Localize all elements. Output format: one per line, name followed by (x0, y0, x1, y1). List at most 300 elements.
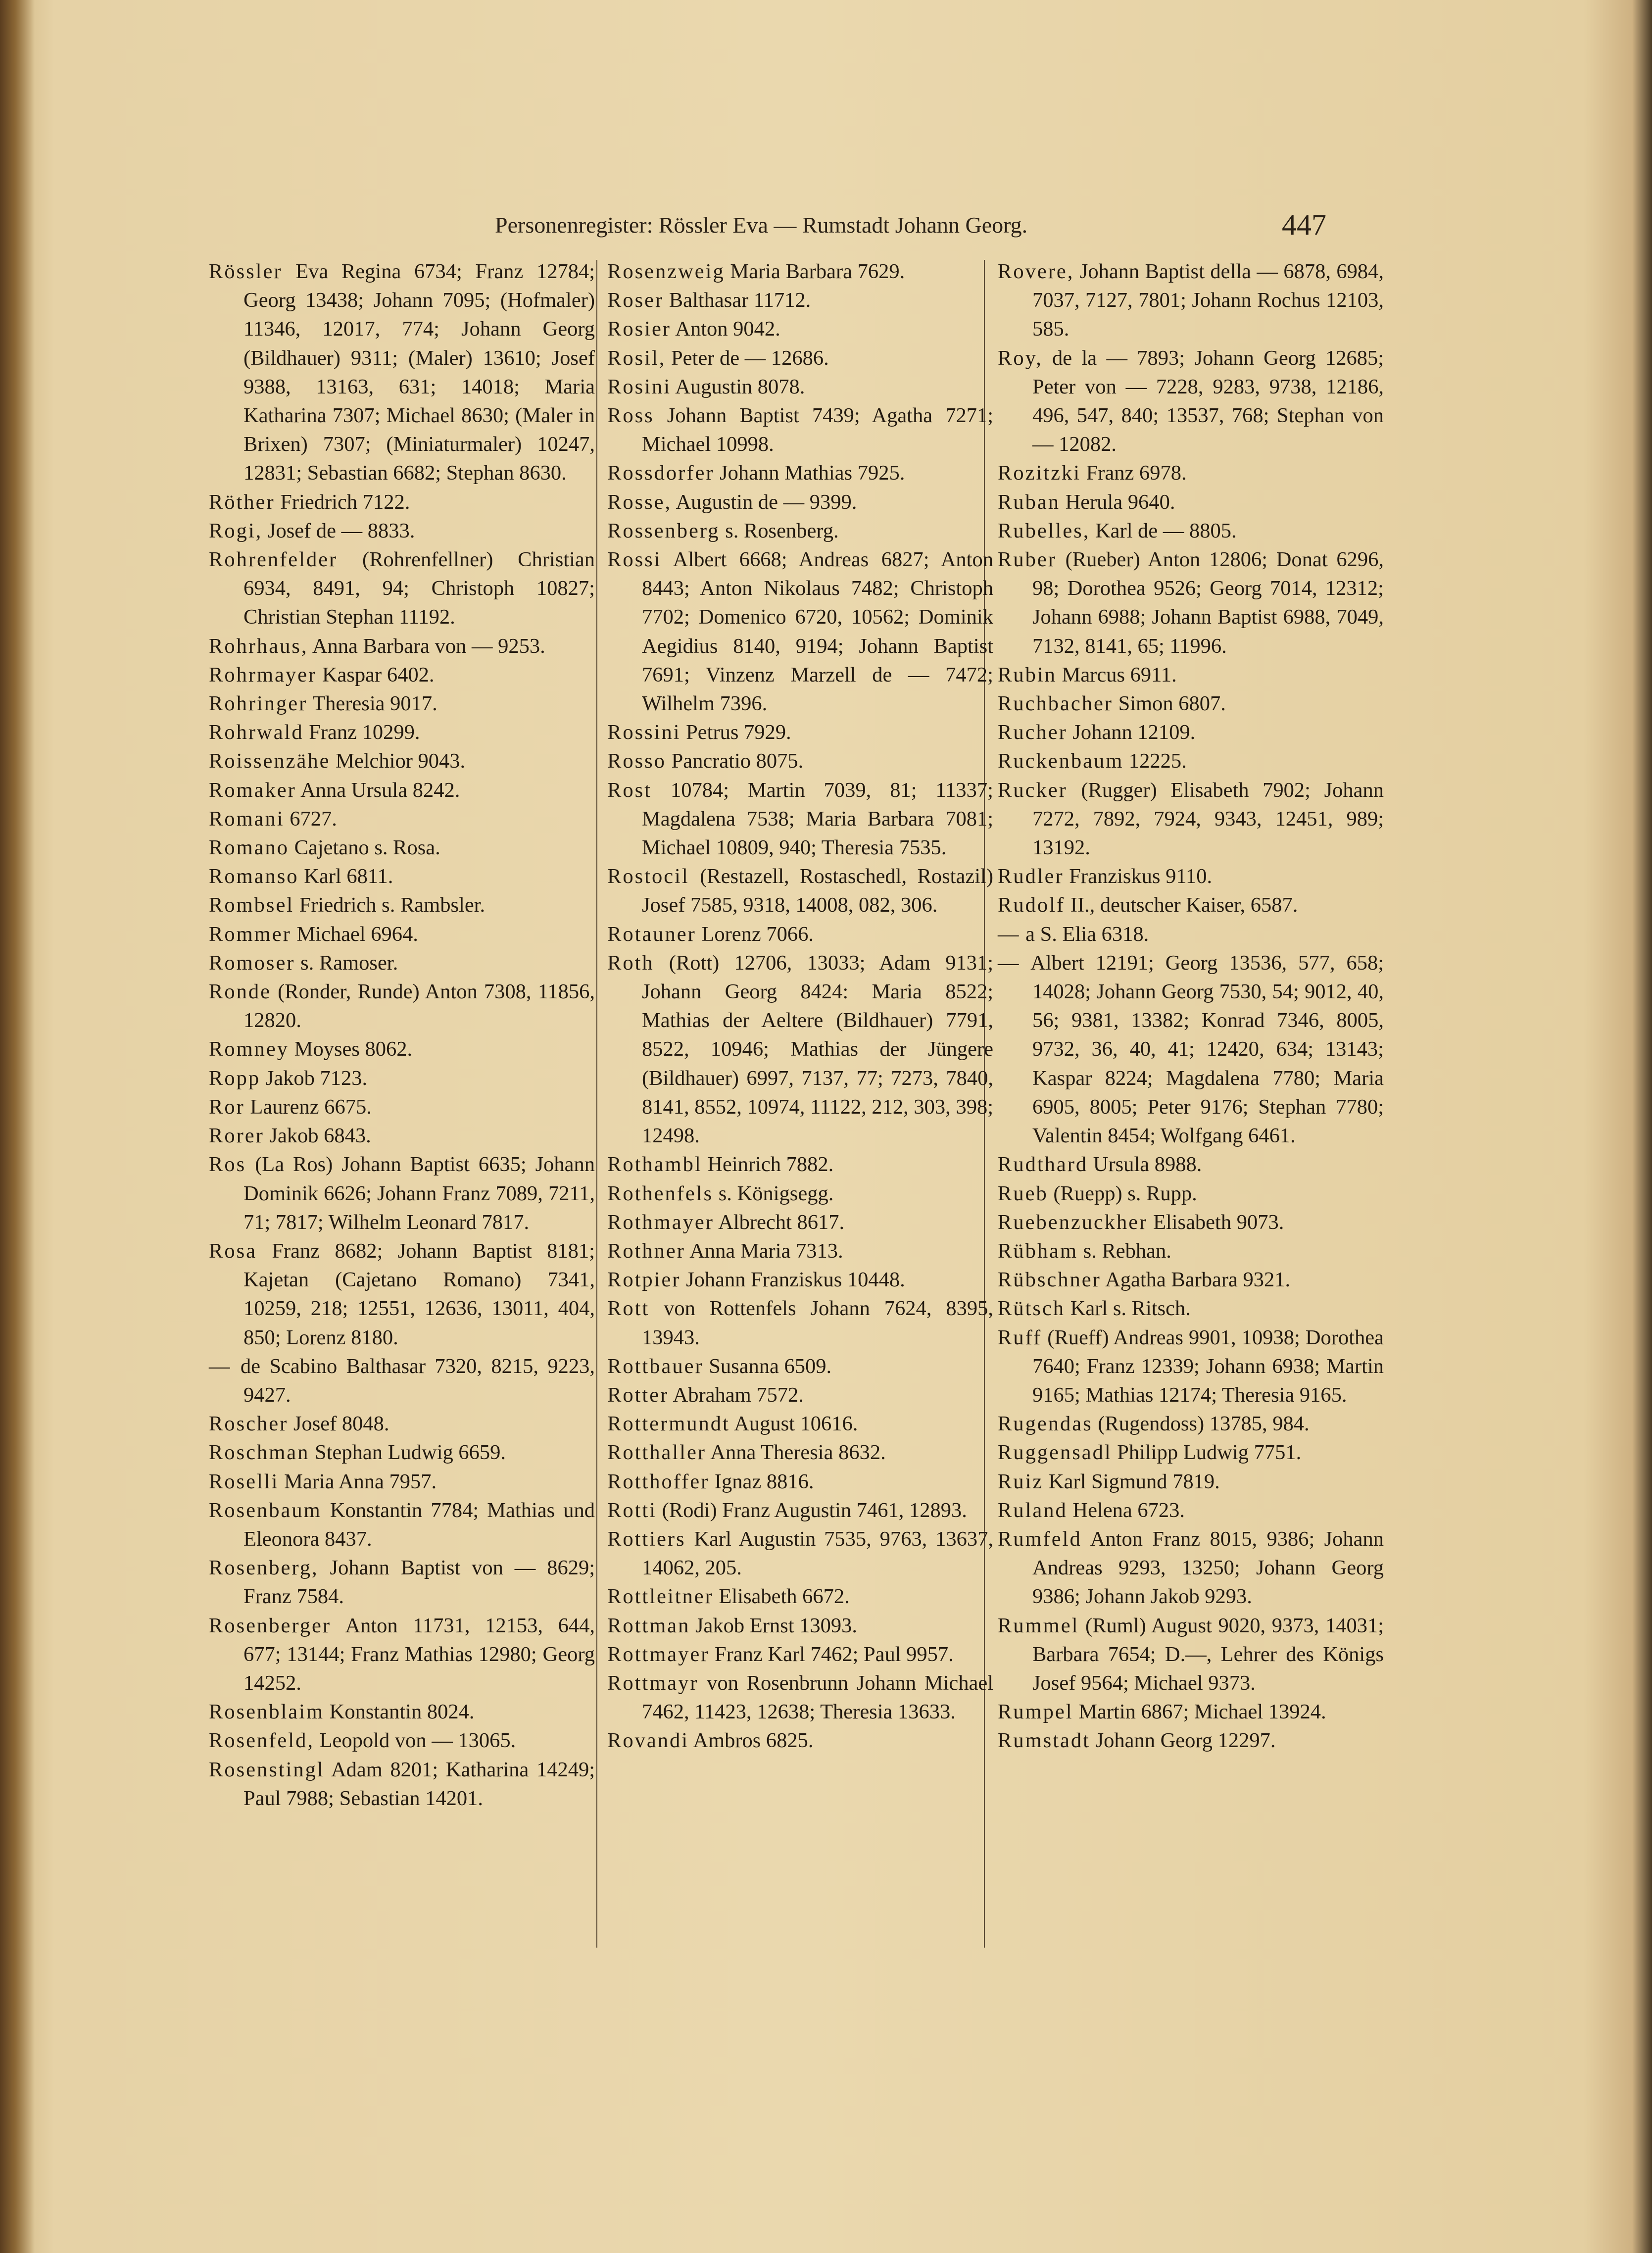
entry-details: Helena 6723. (1072, 1498, 1185, 1522)
index-entry (607, 1410, 993, 1438)
entry-surname: Röther (209, 490, 275, 514)
book-spine (0, 0, 35, 2253)
entry-details: Augustin 8078. (675, 375, 805, 398)
index-entry (209, 949, 595, 978)
entry-details: (Rueff) Andreas 9901, 10938; Dorothea 7640; Franz 12339; Johann 6938; Martin 9165; Mathias 12174; Theresia 9165. (1032, 1325, 1384, 1407)
entry-surname: Rovere, (998, 260, 1074, 283)
entry-details: Maria Barbara 7629. (730, 260, 905, 283)
entry-details: Stephan Ludwig 6659. (315, 1441, 506, 1465)
entry-surname: Rothambl (607, 1153, 702, 1176)
index-entry (209, 1496, 595, 1554)
entry-details: Johann 12109. (1072, 721, 1196, 744)
page-title: Personenregister: Rössler Eva — Rumstadt Johann Georg. (495, 212, 1028, 238)
entry-details: s. Königsegg. (718, 1181, 834, 1205)
entry-surname: Rütsch (998, 1297, 1066, 1321)
entry-details: Petrus 7929. (686, 721, 791, 744)
entry-surname: Rohrwald (209, 721, 304, 744)
entry-details: 6727. (290, 807, 337, 831)
index-entry (209, 257, 595, 488)
entry-surname: Ror (209, 1095, 245, 1119)
entry-details: Josef 8048. (293, 1412, 389, 1436)
entry-details: Susanna 6509. (709, 1354, 832, 1378)
index-entry (607, 488, 993, 517)
entry-details: Johann Franziskus 10448. (686, 1268, 905, 1292)
entry-details: (Rueber) Anton 12806; Donat 6296, 98; Dorothea 9526; Georg 7014, 12312; Johann 6988; Johann Baptist 6988, 7049, 7132, 8141, 65; 11996. (1032, 548, 1384, 658)
index-entry (607, 1496, 993, 1525)
index-entry (209, 862, 595, 891)
entry-details: Moyses 8062. (294, 1037, 413, 1061)
index-entry (209, 891, 595, 920)
column-divider (596, 260, 597, 1948)
entry-surname: Rottleitner (607, 1585, 714, 1609)
entry-surname: Rossdorfer (607, 461, 715, 485)
index-entry (607, 776, 993, 863)
index-column-3 (998, 257, 1384, 1756)
index-entry (607, 517, 993, 545)
index-entry (998, 862, 1384, 891)
entry-surname: Roscher (209, 1412, 289, 1436)
page-edge-shadow (1632, 0, 1652, 2253)
index-entry (998, 257, 1384, 344)
index-entry (607, 1525, 993, 1582)
entry-details: (La Ros) Johann Baptist 6635; Johann Dominik 6626; Johann Franz 7089, 7211, 71; 7817; Wilhelm Leonard 7817. (243, 1153, 595, 1234)
index-entry (998, 949, 1384, 1150)
index-entry (209, 1756, 595, 1813)
entry-surname: Ruff (998, 1325, 1042, 1349)
entry-details: Friedrich s. Rambsler. (299, 893, 486, 917)
entry-details: Ambros 6825. (693, 1729, 814, 1753)
entry-details: Martin 6867; Michael 13924. (1078, 1700, 1326, 1724)
index-entry (607, 1726, 993, 1755)
entry-details: Simon 6807. (1118, 692, 1226, 716)
entry-surname: Ruckenbaum (998, 749, 1124, 773)
entry-surname: Ropp (209, 1066, 261, 1090)
entry-surname: Roth (607, 951, 654, 975)
entry-surname: Rumstadt (998, 1729, 1090, 1753)
index-entry (998, 718, 1384, 747)
index-entry (209, 661, 595, 689)
index-entry (998, 1410, 1384, 1438)
index-entry (209, 833, 595, 862)
entry-surname: Romaker (209, 778, 296, 802)
entry-surname: Rübschner (998, 1268, 1101, 1292)
entry-surname: Rugendas (998, 1412, 1093, 1436)
entry-surname: Rosini (607, 375, 672, 398)
entry-surname: Ruber (998, 548, 1057, 572)
index-entry (998, 1698, 1384, 1726)
entry-surname: Rotti (607, 1498, 657, 1522)
entry-surname: Rummel (998, 1614, 1079, 1637)
entry-details: Elisabeth 9073. (1153, 1210, 1284, 1234)
entry-surname: Rössler (209, 260, 283, 283)
entry-details: Karl 6811. (304, 865, 393, 888)
entry-surname: Rotpier (607, 1268, 681, 1292)
index-entry (607, 1669, 993, 1726)
entry-surname: Rucker (998, 778, 1068, 802)
entry-details: (Rugendoss) 13785, 984. (1098, 1412, 1310, 1436)
entry-details: (Restazell, Rostaschedl, Rostazil) Josef 7585, 9318, 14008, 082, 306. (642, 865, 993, 917)
entry-details: Cajetano s. Rosa. (294, 836, 440, 860)
index-entry (209, 1438, 595, 1467)
index-entry (607, 747, 993, 776)
index-entry (998, 344, 1384, 459)
entry-details: Pancratio 8075. (671, 749, 804, 773)
entry-details: Peter de — 12686. (671, 346, 829, 370)
index-entry (607, 1468, 993, 1496)
entry-surname: Rothmayer (607, 1210, 714, 1234)
entry-details: (Ronder, Runde) Anton 7308, 11856, 12820. (243, 980, 595, 1032)
entry-details: Josef de — 8833. (267, 519, 415, 542)
index-entry (607, 1640, 993, 1669)
index-entry (607, 344, 993, 373)
entry-surname: Rosenberger (209, 1614, 332, 1637)
entry-details: Augustin de — 9399. (676, 490, 857, 514)
index-entry (209, 1122, 595, 1150)
index-entry (607, 862, 993, 920)
index-entry (607, 1612, 993, 1640)
page-number: 447 (1282, 208, 1326, 241)
entry-details: Anna Theresia 8632. (710, 1441, 886, 1465)
index-entry (998, 1179, 1384, 1208)
index-entry (209, 632, 595, 661)
entry-details: Melchior 9043. (336, 749, 466, 773)
entry-surname: Rottmayr (607, 1671, 699, 1695)
entry-surname: Rohrhaus, (209, 634, 308, 658)
entry-details: Michael 6964. (296, 922, 418, 946)
index-entry (209, 1064, 595, 1093)
entry-surname: Rucher (998, 721, 1068, 744)
entry-surname: Rohrenfelder (209, 548, 338, 572)
entry-details: Friedrich 7122. (280, 490, 410, 514)
entry-surname: — (998, 922, 1020, 946)
index-entry (607, 459, 993, 488)
entry-details: Philipp Ludwig 7751. (1117, 1441, 1302, 1465)
entry-surname: Ross (607, 404, 654, 428)
index-entry (998, 545, 1384, 661)
index-entry (607, 1150, 993, 1179)
index-entry (998, 1525, 1384, 1612)
entry-surname: Roselli (209, 1469, 279, 1493)
index-entry (209, 545, 595, 632)
index-entry (607, 315, 993, 343)
index-entry (998, 1438, 1384, 1467)
index-entry (998, 776, 1384, 863)
entry-surname: Rosenstingl (209, 1758, 325, 1781)
entry-details: Johann Baptist della — 6878, 6984, 7037, 7127, 7801; Johann Rochus 12103, 585. (1032, 260, 1384, 341)
entry-details: Jakob 6843. (269, 1124, 371, 1148)
entry-details: s. Ramoser. (300, 951, 398, 975)
entry-surname: Rumfeld (998, 1527, 1082, 1551)
entry-details: Laurenz 6675. (250, 1095, 372, 1119)
entry-surname: Rottbauer (607, 1354, 704, 1378)
index-entry (209, 805, 595, 833)
entry-details: Albrecht 8617. (718, 1210, 845, 1234)
index-entry (998, 891, 1384, 920)
entry-details: de Scabino Balthasar 7320, 8215, 9223, 9427. (240, 1354, 595, 1407)
entry-surname: Romanso (209, 865, 299, 888)
entry-details: Anna Ursula 8242. (300, 778, 460, 802)
index-entry (998, 1468, 1384, 1496)
entry-details: Jakob Ernst 13093. (695, 1614, 858, 1637)
entry-surname: Rübham (998, 1239, 1078, 1263)
entry-details: Franz Karl 7462; Paul 9957. (715, 1642, 954, 1666)
index-entry (607, 1352, 993, 1381)
entry-surname: Ronde (209, 980, 271, 1004)
entry-surname: Rott (607, 1297, 650, 1321)
entry-details: a S. Elia 6318. (1025, 922, 1149, 946)
entry-details: Theresia 9017. (312, 692, 437, 716)
index-entry (209, 517, 595, 545)
entry-details: Franz 10299. (309, 721, 420, 744)
index-entry (998, 459, 1384, 488)
entry-details: Albert 6668; Andreas 6827; Anton 8443; Anton Nikolaus 7482; Christoph 7702; Domenico 6720, 10562; Dominik Aegidius 8140, 9194; Johann Baptist 7691; Vinzenz Marzell de — 7472; Wilhelm 7396. (642, 548, 993, 716)
index-entry (607, 545, 993, 718)
entry-details: 12225. (1128, 749, 1187, 773)
entry-details: Karl Augustin 7535, 9763, 13637, 14062, 205. (642, 1527, 993, 1580)
entry-surname: Rudolf (998, 893, 1066, 917)
entry-details: von Rosenbrunn Johann Michael 7462, 11423, 12638; Theresia 13633. (642, 1671, 994, 1724)
entry-surname: Rostocil (607, 865, 689, 888)
entry-details: Elisabeth 6672. (719, 1585, 850, 1609)
index-entry (209, 1612, 595, 1698)
entry-surname: Rotauner (607, 922, 696, 946)
index-entry (607, 401, 993, 459)
entry-surname: Rosier (607, 317, 671, 341)
entry-details: (Ruepp) s. Rupp. (1053, 1181, 1197, 1205)
index-entry (607, 373, 993, 401)
index-entry (607, 949, 993, 1150)
entry-surname: Rotter (607, 1383, 669, 1407)
entry-details: Franz 6978. (1086, 461, 1187, 485)
entry-surname: Ruiz (998, 1469, 1044, 1493)
index-entry (209, 1468, 595, 1496)
entry-surname: Rueb (998, 1181, 1048, 1205)
index-entry (998, 1294, 1384, 1323)
entry-details: Franziskus 9110. (1069, 865, 1213, 888)
entry-details: (Rodi) Franz Augustin 7461, 12893. (662, 1498, 967, 1522)
index-entry (209, 1698, 595, 1726)
index-entry (209, 689, 595, 718)
index-entry (607, 1266, 993, 1294)
entry-surname: Rommer (209, 922, 292, 946)
entry-details: Maria Anna 7957. (284, 1469, 437, 1493)
index-entry (998, 488, 1384, 517)
index-entry (998, 1150, 1384, 1179)
entry-surname: Roser (607, 289, 664, 312)
entry-surname: Rottiers (607, 1527, 686, 1551)
entry-surname: Romani (209, 807, 285, 831)
entry-details: s. Rebhan. (1083, 1239, 1171, 1263)
index-entry (998, 1726, 1384, 1755)
entry-details: von Rottenfels Johann 7624, 8395, 13943. (642, 1297, 993, 1349)
index-entry (209, 978, 595, 1035)
entry-surname: Rosenbaum (209, 1498, 322, 1522)
entry-details: (Rugger) Elisabeth 7902; Johann 7272, 7892, 7924, 9343, 12451, 989; 13192. (1032, 778, 1384, 860)
entry-surname: Rossini (607, 721, 681, 744)
entry-surname: Rottman (607, 1614, 690, 1637)
index-entry (209, 920, 595, 949)
index-entry (607, 1294, 993, 1352)
index-entry (998, 661, 1384, 689)
entry-details: Johann Baptist 7439; Agatha 7271; Michael 10998. (642, 404, 994, 456)
index-entry (209, 488, 595, 517)
entry-surname: Ruland (998, 1498, 1068, 1522)
entry-surname: Ruban (998, 490, 1060, 514)
index-entry (998, 1266, 1384, 1294)
entry-details: II., deutscher Kaiser, 6587. (1070, 893, 1298, 917)
entry-details: Agatha Barbara 9321. (1105, 1268, 1291, 1292)
index-entry (209, 1352, 595, 1410)
entry-surname: Rotthoffer (607, 1469, 710, 1493)
index-entry (209, 1554, 595, 1611)
entry-surname: Rottermundt (607, 1412, 730, 1436)
index-entry (607, 1381, 993, 1410)
entry-surname: Rorer (209, 1124, 264, 1148)
index-entry (607, 1208, 993, 1237)
entry-details: August 10616. (734, 1412, 858, 1436)
entry-details: Herula 9640. (1065, 490, 1175, 514)
entry-surname: Rudler (998, 865, 1064, 888)
entry-details: Adam 8201; Katharina 14249; Paul 7988; Sebastian 14201. (243, 1758, 595, 1810)
index-entry (209, 776, 595, 805)
entry-details: Konstantin 7784; Mathias und Eleonora 8437. (243, 1498, 595, 1551)
index-entry (998, 1496, 1384, 1525)
index-entry (998, 1612, 1384, 1698)
index-entry (998, 517, 1384, 545)
entry-surname: Ruchbacher (998, 692, 1113, 716)
entry-details: Karl de — 8805. (1095, 519, 1237, 542)
entry-surname: Rothner (607, 1239, 685, 1263)
index-entry (607, 920, 993, 949)
entry-surname: Rosenblaim (209, 1700, 325, 1724)
entry-surname: Rotthaller (607, 1441, 706, 1465)
entry-surname: Rosse, (607, 490, 672, 514)
entry-surname: Romoser (209, 951, 295, 975)
index-entry (607, 1179, 993, 1208)
entry-surname: Rubin (998, 663, 1057, 686)
entry-details: Ignaz 8816. (714, 1469, 814, 1493)
entry-details: Karl s. Ritsch. (1070, 1297, 1191, 1321)
entry-details: Konstantin 8024. (329, 1700, 475, 1724)
entry-surname: Romney (209, 1037, 290, 1061)
index-entry (209, 1035, 595, 1064)
index-entry (998, 1208, 1384, 1237)
index-entry (209, 1093, 595, 1122)
entry-surname: Rosenberg, (209, 1556, 319, 1580)
entry-details: Anna Maria 7313. (689, 1239, 843, 1263)
index-entry (998, 920, 1384, 949)
entry-surname: Rozitzki (998, 461, 1081, 485)
entry-details: Balthasar 11712. (669, 289, 811, 312)
entry-details: Anna Barbara von — 9253. (312, 634, 545, 658)
entry-details: Leopold von — 13065. (319, 1729, 516, 1753)
entry-details: Kaspar 6402. (322, 663, 435, 686)
entry-details: (Rohrenfellner) Christian 6934, 8491, 94; Christoph 10827; Christian Stephan 11192. (243, 548, 595, 629)
entry-surname: Rost (607, 778, 652, 802)
index-entry (998, 747, 1384, 776)
entry-surname: — (209, 1354, 232, 1378)
entry-details: 10784; Martin 7039, 81; 11337; Magdalena 7538; Maria Barbara 7081; Michael 10809, 940; Theresia 7535. (642, 778, 993, 860)
running-header (0, 208, 1652, 247)
entry-details: Ursula 8988. (1093, 1153, 1202, 1176)
entry-surname: Roissenzähe (209, 749, 331, 773)
index-entry (607, 286, 993, 315)
entry-surname: Rottmayer (607, 1642, 710, 1666)
entry-details: Albert 12191; Georg 13536, 577, 658; 14028; Johann Georg 7530, 54; 9012, 40, 56; 9381, 13382; Konrad 7346, 8005, 9732, 36, 40, 41; 12420, 634; 13143; Kaspar 8224; Magdalena 7780; Maria 6905, 8005; Peter 9176; Stephan 7780; Valentin 8454; Wolfgang 6461. (1030, 951, 1384, 1148)
entry-details: de la — 7893; Johann Georg 12685; Peter von — 7228, 9283, 9738, 12186, 496, 547, 840; 13537, 768; Stephan von — 12082. (1032, 346, 1384, 456)
entry-details: (Ruml) August 9020, 9373, 14031; Barbara 7654; D.—, Lehrer des Königs Josef 9564; Michael 9373. (1032, 1614, 1384, 1695)
entry-surname: Rohringer (209, 692, 308, 716)
entry-details: Anton 9042. (675, 317, 780, 341)
entry-surname: Rothenfels (607, 1181, 714, 1205)
index-entry (209, 1410, 595, 1438)
entry-surname: Rossi (607, 548, 662, 572)
entry-surname: Ruggensadl (998, 1441, 1112, 1465)
entry-surname: Ros (209, 1153, 246, 1176)
entry-details: Heinrich 7882. (707, 1153, 834, 1176)
entry-surname: Rombsel (209, 893, 294, 917)
index-entry (998, 1237, 1384, 1266)
index-column-2 (607, 257, 993, 1756)
index-entry (209, 718, 595, 747)
entry-details: Marcus 6911. (1062, 663, 1177, 686)
index-entry (209, 747, 595, 776)
entry-details: Karl Sigmund 7819. (1048, 1469, 1220, 1493)
entry-surname: Romano (209, 836, 290, 860)
entry-details: s. Rosenberg. (725, 519, 839, 542)
entry-surname: Rosso (607, 749, 666, 773)
index-entry (209, 1237, 595, 1352)
entry-details: Johann Mathias 7925. (720, 461, 905, 485)
entry-surname: Rosenfeld, (209, 1729, 314, 1753)
entry-details: (Rott) 12706, 13033; Adam 9131; Johann Georg 8424: Maria 8522; Mathias der Aeltere (Bildhauer) 7791, 8522, 10946; Mathias der Jüngere (Bildhauer) 6997, 7137, 77; 7273, 7840, 8141, 8552, 10974, 11122, 212, 303, 398; 12498. (642, 951, 994, 1148)
entry-surname: Rumpel (998, 1700, 1073, 1724)
entry-surname: Ruebenzuckher (998, 1210, 1148, 1234)
index-entry (607, 257, 993, 286)
entry-surname: — (998, 951, 1020, 975)
entry-details: Franz 8682; Johann Baptist 8181; Kajetan (Cajetano Romano) 7341, 10259, 218; 12551, 12636, 13011, 404, 850; Lorenz 8180. (243, 1239, 595, 1349)
entry-surname: Rudthard (998, 1153, 1088, 1176)
entry-surname: Roschman (209, 1441, 310, 1465)
entry-surname: Rogi, (209, 519, 263, 542)
index-entry (998, 689, 1384, 718)
index-column-1 (209, 257, 595, 1813)
index-entry (998, 1323, 1384, 1410)
entry-details: Johann Baptist von — 8629; Franz 7584. (243, 1556, 595, 1609)
entry-surname: Rohrmayer (209, 663, 317, 686)
index-entry (607, 1438, 993, 1467)
entry-details: Abraham 7572. (673, 1383, 804, 1407)
entry-details: Anton Franz 8015, 9386; Johann Andreas 9293, 13250; Johann Georg 9386; Johann Jakob 9293. (1032, 1527, 1384, 1609)
index-entry (607, 718, 993, 747)
entry-surname: Roy, (998, 346, 1043, 370)
entry-details: Johann Georg 12297. (1095, 1729, 1276, 1753)
entry-surname: Rosenzweig (607, 260, 725, 283)
entry-details: Lorenz 7066. (701, 922, 814, 946)
entry-surname: Rosa (209, 1239, 257, 1263)
index-entry (607, 1237, 993, 1266)
entry-details: Anton 11731, 12153, 644, 677; 13144; Franz Mathias 12980; Georg 14252. (243, 1614, 595, 1695)
index-entry (607, 1582, 993, 1611)
entry-surname: Rossenberg (607, 519, 720, 542)
entry-details: Jakob 7123. (265, 1066, 368, 1090)
index-entry (209, 1726, 595, 1755)
index-entry (209, 1150, 595, 1237)
entry-surname: Rubelles, (998, 519, 1090, 542)
entry-details: Eva Regina 6734; Franz 12784; Georg 13438; Johann 7095; (Hofmaler) 11346, 12017, 774; Johann Georg (Bildhauer) 9311; (Maler) 13610; Josef 9388, 13163, 631; 14018; Maria Katharina 7307; Michael 8630; (Maler in Brixen) 7307; (Miniaturmaler) 10247, 12831; Sebastian 6682; Stephan 8630. (243, 260, 595, 485)
entry-surname: Rovandi (607, 1729, 689, 1753)
entry-surname: Rosil, (607, 346, 666, 370)
